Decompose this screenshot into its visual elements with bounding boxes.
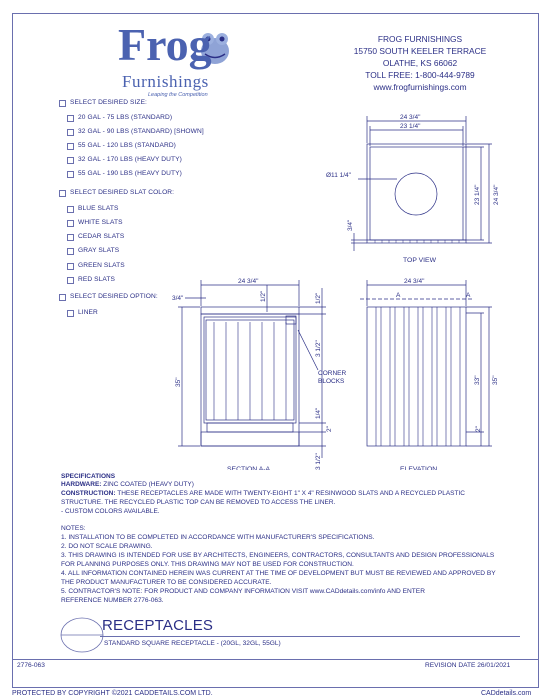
specifications-heading: SPECIFICATIONS — [61, 473, 116, 480]
top-side-outer-dim: 24 3/4" — [493, 184, 500, 205]
size-option: 32 GAL - 170 LBS (HEAVY DUTY) — [78, 156, 182, 163]
spec-line: CONSTRUCTION: THESE RECEPTACLES ARE MADE WITH TWENTY-EIGHT 1" X 4" RESINWOOD SLATS AND A RECYCLED PLASTIC — [61, 490, 465, 497]
color-option: GRAY SLATS — [78, 247, 120, 254]
note-line: 2. DO NOT SCALE DRAWING. — [61, 543, 153, 550]
spec-line: STRUCTURE. THE RECYCLED PLASTIC TOP CAN BE REMOVED TO ACCESS THE LINER. — [61, 499, 336, 506]
corner-blocks-callout-line2: BLOCKS — [318, 378, 345, 385]
extra-option: LINER — [78, 309, 98, 316]
top-inner-width-dim: 23 1/4" — [400, 123, 421, 130]
spec-line: HARDWARE: ZINC COATED (HEAVY DUTY) — [61, 481, 194, 488]
top-view — [351, 116, 492, 251]
section-label: SECTION A-A — [227, 466, 271, 470]
drawing-subtitle: STANDARD SQUARE RECEPTACLE - (20GL, 32GL, 55GL) — [104, 640, 281, 647]
color-option: CEDAR SLATS — [78, 233, 125, 240]
elevation-view — [360, 280, 492, 446]
detail-bubble-icon — [58, 615, 108, 655]
notes-heading: NOTES: — [61, 525, 86, 532]
note-line: 3. THIS DRAWING IS INTENDED FOR USE BY ARCHITECTS, ENGINEERS, CONTRACTORS, CONSULTANTS AND DESIGN PROFESSIONALS — [61, 552, 495, 559]
elevation-width-dim: 24 3/4" — [404, 278, 425, 285]
section-two-dim: 2" — [326, 426, 333, 432]
top-slat-dim: 3/4" — [347, 219, 354, 231]
company-address-line1: 15750 SOUTH KEELER TERRACE — [353, 46, 487, 56]
color-option: GREEN SLATS — [78, 262, 125, 269]
copyright-notice: PROTECTED BY COPYRIGHT ©2021 CADDETAILS.COM LTD. — [12, 690, 213, 697]
logo-tagline: Leaping the Competition — [148, 92, 208, 98]
size-header: SELECT DESIRED SIZE: — [70, 99, 147, 106]
footer-site-link[interactable]: CADdetails.com — [481, 690, 532, 697]
elevation-section-mark-left: A — [396, 292, 401, 299]
section-top-right-dim: 1/2" — [315, 292, 322, 304]
spec-line: - CUSTOM COLORS AVAILABLE. — [61, 508, 160, 515]
note-line: REFERENCE NUMBER 2776-063. — [61, 597, 164, 604]
elevation-base-dim: 2" — [475, 426, 482, 432]
size-option: 20 GAL - 75 LBS (STANDARD) — [78, 114, 173, 121]
footer-divider — [12, 659, 539, 660]
note-line: THE PRODUCT MANUFACTURER TO BE CONSIDERED ACCURATE. — [61, 579, 272, 586]
color-option: WHITE SLATS — [78, 219, 123, 226]
color-header: SELECT DESIRED SLAT COLOR: — [70, 189, 175, 196]
color-option: RED SLATS — [78, 276, 116, 283]
note-line: 1. INSTALLATION TO BE COMPLETED IN ACCORDANCE WITH MANUFACTURER'S SPECIFICATIONS. — [61, 534, 375, 541]
drawing-title: RECEPTACLES — [102, 617, 214, 634]
section-topcap-dim: 1/2" — [260, 290, 267, 302]
section-height-dim: 35" — [175, 377, 182, 387]
section-wall-dim: 3/4" — [172, 295, 184, 302]
company-phone: TOLL FREE: 1-800-444-9789 — [365, 70, 475, 80]
elevation-label: ELEVATION — [400, 466, 438, 470]
color-option: BLUE SLATS — [78, 205, 119, 212]
top-outer-width-dim: 24 3/4" — [400, 114, 421, 121]
section-width-dim: 24 3/4" — [238, 278, 259, 285]
company-website[interactable]: www.frogfurnishings.com — [373, 82, 467, 92]
note-line: 5. CONTRACTOR'S NOTE: FOR PRODUCT AND COMPANY INFORMATION VISIT www.CADdetails.com/info AND ENTER — [61, 588, 425, 595]
option-header: SELECT DESIRED OPTION: — [70, 293, 158, 300]
logo-wordmark: Frog — [118, 19, 212, 70]
elevation-outer-height-dim: 35" — [492, 375, 499, 385]
company-address-line2: OLATHE, KS 66062 — [382, 58, 458, 68]
size-option: 55 GAL - 190 LBS (HEAVY DUTY) — [78, 170, 182, 177]
title-divider — [100, 636, 520, 637]
note-line: FOR PLANNING PURPOSES ONLY. THIS DRAWING MAY NOT BE USED FOR CONSTRUCTION. — [61, 561, 354, 568]
note-line: 4. ALL INFORMATION CONTAINED HEREIN WAS CURRENT AT THE TIME OF DEVELOPMENT BUT MUST BE REVIEWED AND APPROVED BY — [61, 570, 496, 577]
section-quarter-dim: 1/4" — [315, 407, 322, 419]
section-base-dim: 3 1/2" — [315, 453, 322, 470]
top-side-inner-dim: 23 1/4" — [474, 184, 481, 205]
reference-number: 2776-063 — [17, 662, 45, 669]
section-view — [178, 280, 326, 458]
corner-blocks-callout-line1: CORNER — [318, 370, 347, 377]
hole-diameter-dim: Ø11 1/4" — [326, 172, 351, 179]
elevation-section-mark-right: A — [466, 292, 471, 299]
elevation-inner-height-dim: 33" — [474, 375, 481, 385]
logo-subword: Furnishings — [122, 72, 209, 91]
section-block-gap-dim: 3 1/2" — [315, 340, 322, 357]
top-view-label: TOP VIEW — [403, 257, 436, 264]
revision-date: REVISION DATE 26/01/2021 — [425, 662, 511, 669]
size-option: 32 GAL - 90 LBS (STANDARD) [SHOWN] — [78, 128, 204, 135]
company-name: FROG FURNISHINGS — [377, 34, 463, 44]
size-option: 55 GAL - 120 LBS (STANDARD) — [78, 142, 176, 149]
